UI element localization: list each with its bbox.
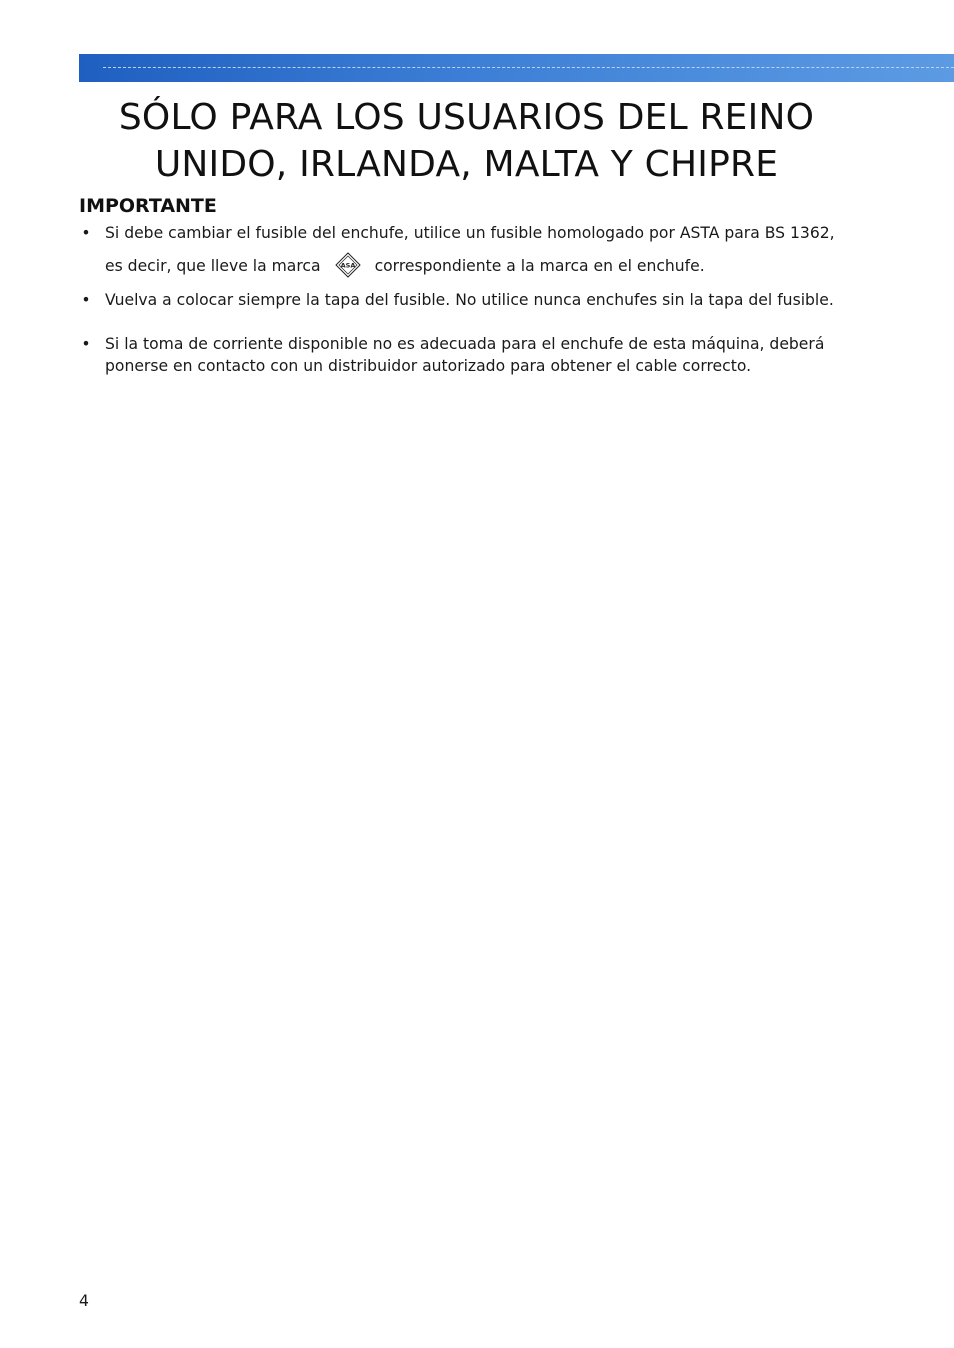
bullet: • [81,334,91,353]
page-title-line-1: SÓLO PARA LOS USUARIOS DEL REINO [118,97,815,138]
page-title-line-2: UNIDO, IRLANDA, MALTA Y CHIPRE [154,144,779,185]
asta-mark-icon [335,252,361,278]
important-heading: IMPORTANTE [79,195,217,217]
banner-dashed-line [103,67,954,68]
list-item [79,222,869,278]
list-item [79,289,869,311]
list-item [79,333,869,377]
important-notes-list [79,222,869,377]
bullet: • [81,224,91,242]
note-2-text: Vuelva a colocar siempre la tapa del fusible. No utilice nunca enchufes sin la tapa del fusible. [105,290,834,309]
header-banner [79,54,954,82]
note-1-text-after-mark: correspondiente a la marca en el enchufe. [374,257,705,275]
page-number: 4 [79,1292,89,1310]
bullet: • [81,290,91,309]
note-1-line-1: Si debe cambiar el fusible del enchufe, utilice un fusible homologado por ASTA para BS 1362, [105,224,835,242]
note-1-line-2 [105,255,869,278]
page-title [79,94,854,188]
note-3-text: Si la toma de corriente disponible no es adecuada para el enchufe de esta máquina, deberá ponerse en contacto con un distribuidor autorizado para obtener el cable correcto. [105,334,825,375]
asta-mark-text: ASA [340,261,355,269]
note-1-text-before-mark: es decir, que lleve la marca [105,257,321,275]
